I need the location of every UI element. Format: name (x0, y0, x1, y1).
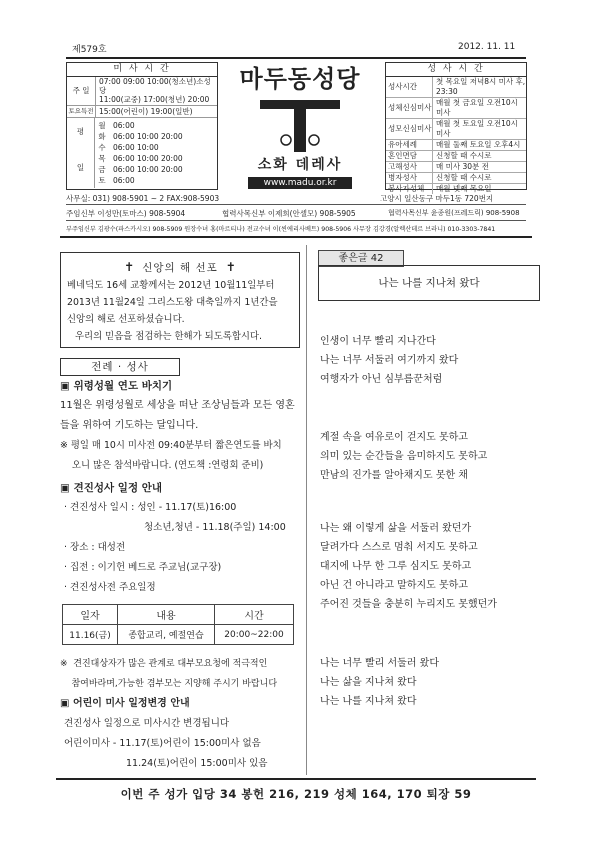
checkbox-icon: ▣ (60, 380, 74, 392)
weekday-day: 수 (98, 142, 106, 152)
weekday-time: 06:00 (113, 175, 135, 185)
item-line: · 견진성사 일시 : 성인 - 11.17(토)16:00 (64, 502, 237, 513)
item-title: 위령성월 연도 바치기 (73, 380, 173, 392)
sacrament-text: 신청할 때 수시로 (433, 151, 527, 162)
item-line: 11.24(토)어린이 15:00미사 있음 (126, 758, 268, 769)
footer-rule (56, 778, 536, 780)
poem-line: 의미 있는 순간들을 음미하지도 못하고 (320, 451, 488, 462)
item-title: 어린이 미사 일정변경 안내 (72, 698, 190, 709)
sacrament-label: 병자성사 (386, 173, 433, 184)
weekday-times (109, 118, 183, 188)
year-of-faith-line: 우리의 믿음을 점검하는 한해가 되도록합시다. (75, 331, 262, 342)
poem-line: 나는 삶을 지나쳐 왔다 (320, 677, 417, 688)
item-line: · 장소 : 대성전 (64, 542, 126, 553)
year-of-faith-title: 신앙의 해 선포 (142, 261, 218, 274)
mass-times-box (66, 62, 218, 190)
staff-contact-1: 주임신부 이성만(토마스) 908-5904 (66, 209, 186, 218)
weekday-day: 월 (98, 120, 106, 130)
sacrament-times-box (385, 62, 527, 193)
sacrament-label: 성모신심미사 (386, 119, 433, 140)
sacrament-text: 첫 목요일 저녁8시 미사 후, 23:30 (433, 77, 527, 98)
year-of-faith-box (60, 252, 300, 348)
item-line: 견진성사 일정으로 미사시간 변경됩니다 (64, 718, 230, 729)
poem-line: 대지에 나무 한 그루 심지도 못하고 (320, 561, 472, 572)
poem-line: 주어진 것들을 충분히 누리지도 못했던가 (320, 599, 497, 610)
column-divider (306, 245, 308, 775)
poem-line: 나는 왜 이렇게 삶을 서둘러 왔던가 (320, 523, 472, 534)
item-note: ※ 평일 매 10시 미사전 09:40분부터 짧은연도를 바치 (60, 440, 282, 451)
mass-row-times: 07:00 09:00 10:00(청소년)소성당 11:00(교중) 17:00(청년) 20:00 (96, 77, 218, 105)
office-contact: 사무실: 031) 908-5901 ~ 2 FAX:908-5903 (66, 194, 220, 203)
item-title: 견진성사 일정 안내 (73, 482, 163, 494)
sacrament-text: 매 미사 30분 전 (433, 162, 527, 173)
sacrament-label: 고해성사 (386, 162, 433, 173)
poem-tag: 좋은글 42 (318, 250, 404, 267)
weekday-time: 06:00 10:00 (113, 142, 159, 152)
weekday-day: 목 (98, 153, 106, 163)
contact-rule (66, 220, 526, 221)
confirmation-schedule-table (62, 604, 294, 645)
liturgy-content (60, 376, 304, 598)
poem-line: 나는 나를 지나쳐 왔다 (320, 696, 417, 707)
mass-row-times: 15:00(어린이) 19:00(일반) (96, 105, 218, 117)
item-note: ※ 견진대상자가 많은 관계로 대부모요청에 적극적인 (60, 659, 268, 669)
weekday-time: 06:00 10:00 20:00 (113, 153, 183, 163)
year-of-faith-line: 베네딕도 16세 교황께서는 2012년 10월11일부터 (67, 280, 275, 291)
issue-date: 2012. 11. 11 (458, 42, 516, 52)
table-cell: 11.16(금) (63, 625, 118, 645)
weekday-time: 06:00 10:00 20:00 (113, 131, 183, 141)
poem-line: 여행자가 아닌 심부름꾼처럼 (320, 374, 443, 385)
item-note: 참여바라며,가능한 겸부모는 지양해 주시기 바랍니다 (60, 679, 278, 689)
item-line: · 집전 : 이기헌 베드로 주교님(교구장) (64, 562, 222, 573)
checkbox-icon: ▣ (60, 698, 73, 709)
sacrament-label: 성사시간 (386, 77, 433, 98)
item-note: 오니 많은 참석바랍니다. (연도책 :연령회 준비) (60, 460, 264, 471)
sacrament-label: 성체신심미사 (386, 98, 433, 119)
weekday-day: 화 (98, 131, 106, 141)
masthead-bottom-rule (60, 236, 532, 238)
mass-times-title: 미 사 시 간 (67, 63, 217, 77)
checkbox-icon: ▣ (60, 482, 74, 494)
parish-address: 고양시 일산동구 마두1동 720번지 (380, 194, 494, 203)
weekday-time: 06:00 (113, 120, 135, 130)
sacrament-text: 매월 넷째 목요일 (436, 184, 492, 193)
poem-line: 나는 너무 빨리 서둘러 왔다 (320, 658, 439, 669)
contact-rule (66, 204, 526, 205)
cross-icon: ✝ (225, 260, 236, 274)
parish-url[interactable]: www.madu.or.kr (248, 177, 352, 189)
weekday-days (95, 118, 109, 188)
item-line: 청소년,청년 - 11.18(주일) 14:00 (144, 522, 286, 533)
liturgy-content-lower (60, 654, 304, 774)
table-header: 일자 (63, 605, 118, 625)
sacrament-text: 매월 둘째 토요일 오후4시 (433, 140, 527, 151)
poem-line: 인생이 너무 빨리 지나간다 (320, 336, 436, 347)
sacrament-label: 봉사자성체 (386, 184, 433, 195)
hymn-numbers: 이번 주 성가 입당 34 봉헌 216, 219 성체 164, 170 퇴장 59 (120, 787, 472, 801)
table-cell: 20:00~22:00 (215, 625, 294, 645)
poem-line: 아닌 건 아니라고 말하지도 못하고 (320, 580, 468, 591)
mass-row-label: 토요특전 (67, 105, 96, 117)
cross-icon: ✝ (124, 260, 135, 274)
year-of-faith-line: 신앙의 해로 선포하셨습니다. (67, 314, 185, 325)
weekday-label: 평 일 (67, 118, 95, 188)
table-header: 시간 (215, 605, 294, 625)
poem-body (320, 332, 540, 711)
staff-contact-3: 협력사목신부 윤종원(프레드릭) 908-5908 (388, 209, 520, 217)
issue-number: 제579호 (72, 45, 107, 55)
table-header: 내용 (118, 605, 215, 625)
mass-row-label: 주 일 (67, 77, 96, 105)
header-rule (66, 57, 526, 59)
staff-contact-row2: 부주임신부 김광수(파스카시오) 908-5909 원장수녀 홍(마르티나) 전교수녀 이(씬에리사베트) 908-5906 사무장 김강경(알렉산데르 브라니) 010-3303-7841 (66, 226, 496, 233)
poem-line: 나는 너무 서둘러 여기까지 왔다 (320, 355, 459, 366)
poem-line: 계절 속을 여유로이 걷지도 못하고 (320, 432, 468, 443)
sacrament-text: 매월 첫 토요일 오전10시 미사 (433, 119, 527, 140)
staff-contact-2: 협력사목신부 이제희(안셀모) 908-5905 (222, 209, 356, 218)
item-line: · 견진성사전 주요일정 (64, 582, 156, 593)
weekday-day: 토 (98, 175, 106, 185)
item-line: 들을 위하여 기도하는 달입니다. (60, 420, 199, 431)
sacrament-label: 혼인면담 (386, 151, 433, 162)
parish-name: 마두동성당 (239, 65, 361, 93)
sacrament-text: 매월 첫 금요일 오전10시 미사 (433, 98, 527, 119)
poem-line: 만남의 진가를 알아채지도 못한 채 (320, 470, 468, 481)
year-of-faith-line: 2013년 11월24일 그리스도왕 대축일까지 1년간을 (67, 297, 278, 308)
item-line: 어린이미사 - 11.17(토)어린이 15:00미사 없음 (64, 738, 261, 749)
item-line: 11월은 위령성월로 세상을 떠난 조상님들과 모든 영혼 (60, 400, 295, 411)
cross-logo-icon (220, 94, 380, 154)
weekday-time: 06:00 10:00 20:00 (113, 164, 183, 174)
sacrament-text: 신청할 때 수시로 (433, 173, 527, 184)
sacrament-label: 유아세례 (386, 140, 433, 151)
poem-title: 나는 나를 지나쳐 왔다 (318, 265, 540, 301)
poem-line: 달려가다 스스로 멈춰 서지도 못하고 (320, 542, 478, 553)
weekday-day: 금 (98, 164, 106, 174)
table-cell: 종합교리, 예절연습 (118, 625, 215, 645)
brand-block (220, 64, 380, 190)
sacrament-times-title: 성 사 시 간 (386, 63, 526, 77)
parish-patron: 소화 데레사 (257, 157, 343, 173)
liturgy-section-title: 전례 · 성사 (60, 358, 180, 376)
